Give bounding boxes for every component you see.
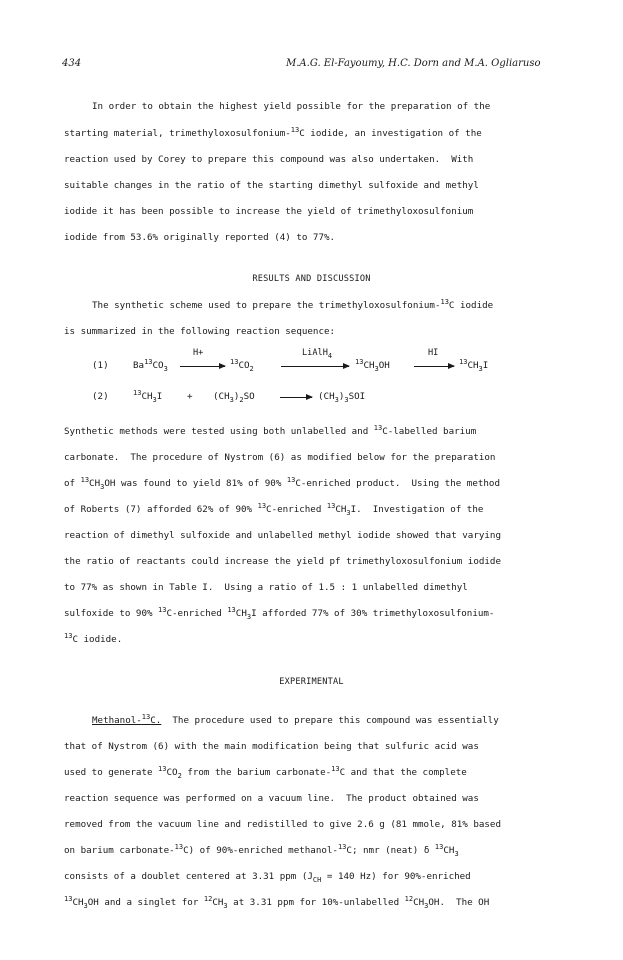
intermediate-co2: $^{13}CO_2$ [230,358,254,373]
results-line: The synthetic scheme used to prepare the trimethyloxosulfonium-$^{13}$C iodide [92,298,494,311]
body-line: reaction of dimethyl sulfoxide and unlabelled methyl iodide showed that varying [64,530,501,541]
intro-line: iodide from 53.6% originally reported (4) to 77%. [64,232,336,243]
experimental-line: on barium carbonate-$^{13}$C) of 90%-enriched methanol-$^{13}$C; nmr (neat) δ $^{13}CH_3$ [64,843,459,858]
experimental-line: used to generate $^{13}CO_2$ from the barium carbonate-$^{13}$C and that the complete [64,765,467,780]
experimental-line: removed from the vacuum line and redistilled to give 2.6 g (81 mmole, 81% based [64,819,501,830]
experimental-line: Methanol-$^{13}$C. The procedure used to prepare this compound was essentially [92,713,499,726]
reaction-arrow [414,366,454,367]
experimental-line: that of Nystrom (6) with the main modification being that sulfuric acid was [64,741,479,752]
page-number: 434 [62,58,82,69]
body-line: Synthetic methods were tested using both unlabelled and $^{13}$C-labelled barium [64,424,477,437]
body-line: of $^{13}CH_3OH$ was found to yield 81% of 90% $^{13}$C-enriched product. Using the method [64,476,500,491]
body-line: sulfoxide to 90% $^{13}$C-enriched $^{13}CH_3I$ afforded 77% of 30% trimethyloxosulfonium- [64,606,495,621]
running-header-authors: M.A.G. El-Fayoumy, H.C. Dorn and M.A. Ogliaruso [286,58,541,69]
body-line: to 77% as shown in Table I. Using a ratio of 1.5 : 1 unlabelled dimethyl [64,582,468,593]
reactant-dimethyl-sulfoxide: $(CH_3)_2SO$ [213,391,255,404]
reaction-number: (2) [92,391,109,402]
arrow-label-acid: H+ [193,348,204,358]
reaction-arrow [180,366,225,367]
arrow-label-hi: HI [428,348,439,358]
section-heading-results: RESULTS AND DISCUSSION [252,274,371,284]
body-line: of Roberts (7) afforded 62% of 90% $^{13}$C-enriched $^{13}CH_3I$. Investigation of the [64,502,484,517]
body-line: carbonate. The procedure of Nystrom (6) as modified below for the preparation [64,452,496,463]
intro-line: suitable changes in the ratio of the starting dimethyl sulfoxide and methyl [64,180,479,191]
reaction-arrow [281,366,349,367]
reaction-arrow [280,397,312,398]
intro-line: starting material, trimethyloxosulfonium-$^{13}$C iodide, an investigation of the [64,126,482,139]
experimental-line: reaction sequence was performed on a vacuum line. The product obtained was [64,793,479,804]
product-trimethyloxosulfonium-iodide: $(CH_3)_3SOI$ [318,391,366,404]
intro-line: reaction used by Corey to prepare this compound was also undertaken. With [64,154,474,165]
intermediate-methanol: $^{13}CH_3OH$ [355,358,390,373]
experimental-line: $^{13}CH_3OH$ and a singlet for $^{12}CH_3$ at 3.31 ppm for 10%-unlabelled $^{12}CH_3OH$. The OH [64,895,490,910]
intro-line: iodide it has been possible to increase the yield of trimethyloxosulfonium [64,206,474,217]
body-line: the ratio of reactants could increase the yield pf trimethyloxosulfonium iodide [64,556,501,567]
reactant-methyl-iodide: $^{13}CH_3I$ [133,389,163,404]
product-methyl-iodide: $^{13}CH_3I$ [459,358,489,373]
arrow-label-reductant: LiAlH$_4$ [302,348,333,360]
section-heading-experimental: EXPERIMENTAL [279,677,344,687]
reactant-barium-carbonate: $Ba^{13}CO_3$ [133,358,168,373]
intro-line: In order to obtain the highest yield possible for the preparation of the [92,101,491,112]
experimental-line: consists of a doublet centered at 3.31 ppm ($J_{CH} = 140$ Hz) for 90%-enriched [64,871,471,884]
body-line: $^{13}$C iodide. [64,632,123,645]
reaction-number: (1) [92,360,109,371]
results-line: is summarized in the following reaction sequence: [64,326,336,337]
plus-sign: + [187,391,193,402]
